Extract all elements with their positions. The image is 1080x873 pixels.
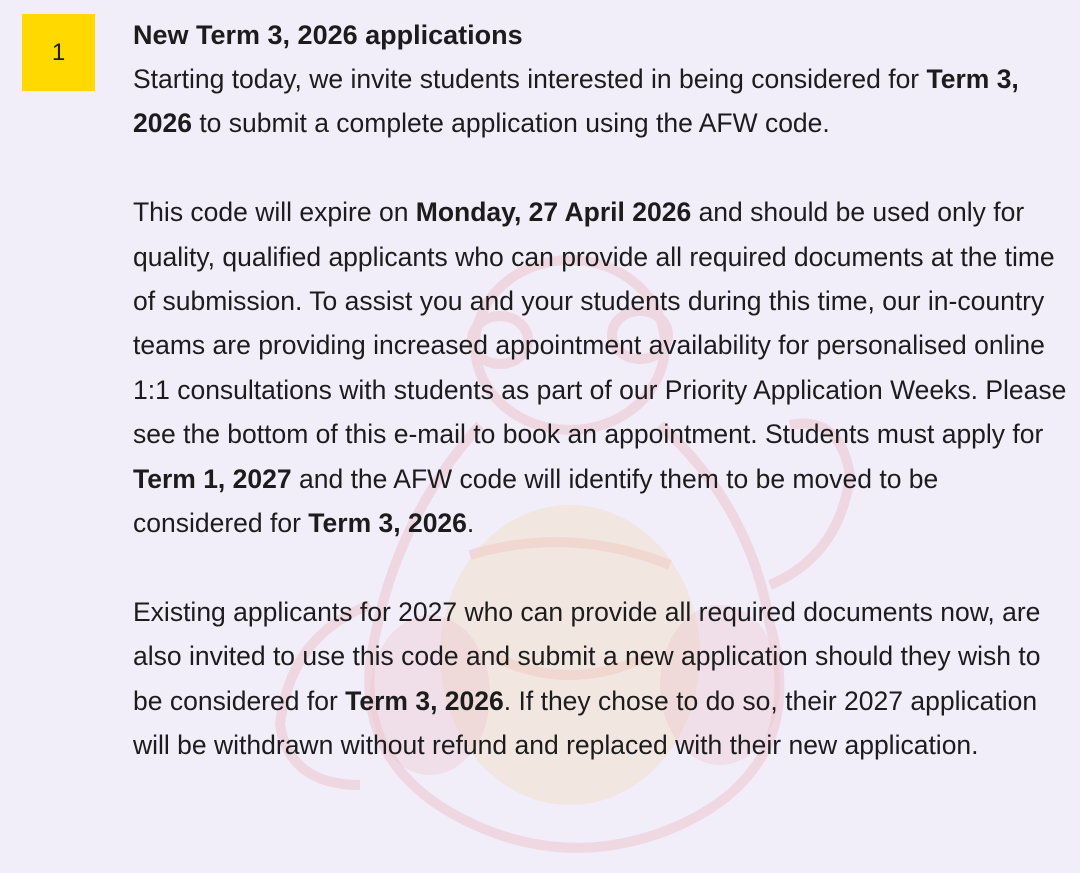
- paragraph-text: and the AFW code will identify them to be moved to be considered for: [133, 463, 939, 539]
- paragraph-text: Starting today, we invite students interested in being considered for: [133, 64, 927, 94]
- item-number: 1: [51, 38, 66, 66]
- bold-term: Term 3, 2026: [133, 64, 1019, 139]
- section-content: [133, 13, 1073, 767]
- section-heading: New Term 3, 2026 applications: [133, 20, 523, 50]
- paragraph-text: and should be used only for quality, qualified applicants who can provide all required documents at the time of submission. To assist you and your students during this time, our in-country teams are providing increased appointment availability for personalised online 1:1 consultations with students as part of our Priority Application Weeks. Please see the bottom of this e-mail to book an appointment. Students must apply for: [133, 197, 1067, 450]
- paragraph-text: This code will expire on: [133, 197, 416, 228]
- paragraph-intro: [133, 57, 1073, 146]
- bold-date: Monday, 27 April 2026: [415, 197, 692, 228]
- item-number-badge: [22, 14, 95, 91]
- bold-term: Term 1, 2027: [133, 463, 292, 494]
- paragraph-text: Existing applicants for 2027 who can provide all required documents now, are also invited to use this code and submit a new application should they wish to be considered for: [133, 596, 1041, 716]
- paragraph-text: . If they chose to do so, their 2027 application will be withdrawn without refund and replaced with their new application.: [133, 685, 1038, 761]
- paragraph-existing-applicants: [133, 590, 1073, 768]
- bold-term: Term 3, 2026: [308, 508, 467, 539]
- paragraph-code-expiry: [133, 190, 1073, 545]
- paragraph-text: .: [466, 508, 475, 539]
- bold-term: Term 3, 2026: [345, 685, 504, 716]
- paragraph-text: to submit a complete application using the AFW code.: [191, 108, 830, 139]
